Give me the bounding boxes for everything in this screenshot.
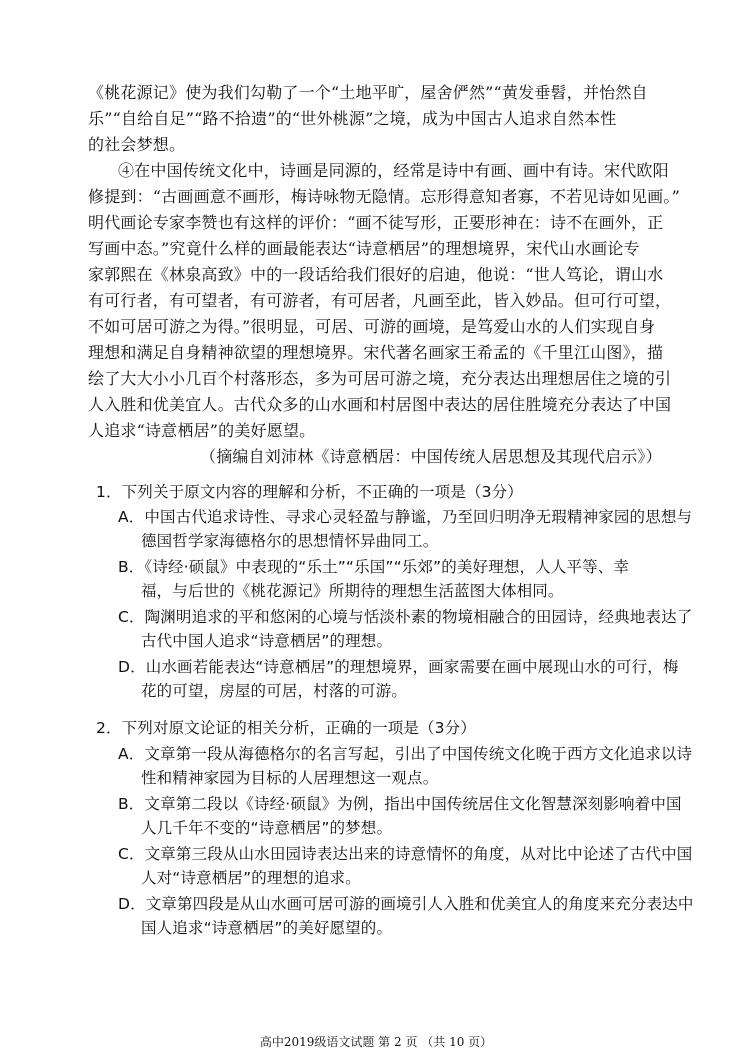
question-1-option-c-line-2: 古代中国人追求“诗意栖居”的理想。 [141, 632, 393, 650]
question-2-option-c-line-2: 人对“诗意栖居”的理想的追求。 [141, 869, 361, 887]
question-2-option-d-line-2: 国人追求“诗意栖居”的美好愿望的。 [141, 919, 393, 937]
paragraph-4-line-4: 写画中态。”究竟什么样的画最能表达“诗意栖居”的理想境界，宋代山水画论专 [88, 239, 640, 258]
page-footer: 高中2019级语文试题 第 2 页 （共 10 页） [259, 1035, 493, 1049]
question-1-option-a-line-2: 德国哲学家海德格尔的思想情怀异曲同工。 [141, 532, 439, 550]
question-2-option-c-line-1: C．文章第三段从山水田园诗表达出来的诗意情怀的角度，从对比中论述了古代中国 [118, 845, 693, 863]
question-1-option-d-line-2: 花的可望，房屋的可居，村落的可游。 [141, 682, 408, 700]
question-2-option-a-line-1: A．文章第一段从海德格尔的名言写起，引出了中国传统文化晚于西方文化追求以诗 [118, 745, 693, 763]
question-2-option-b-line-2: 人几千年不变的“诗意栖居”的梦想。 [141, 819, 393, 837]
question-1-option-d-line-1: D．山水画若能表达“诗意栖居”的理想境界，画家需要在画中展现山水的可行，梅 [118, 658, 679, 676]
question-1-option-a-line-1: A．中国古代追求诗性、寻求心灵轻盈与静谧，乃至回归明净无瑕精神家园的思想与 [118, 508, 693, 526]
question-1-option-b-line-2: 福，与后世的《桃花源记》所期待的理想生活蓝图大体相同。 [141, 582, 564, 600]
question-2-option-b-line-1: B．文章第二段以《诗经·硕鼠》为例，指出中国传统居住文化智慧深刻影响着中国 [118, 795, 682, 813]
paragraph-4-line-6: 有可行者，有可望者，有可游者，有可居者，凡画至此，皆入妙品。但可行可望， [88, 291, 672, 310]
paragraph-3-line-2: 乐”“自给自足”“路不拾遗”的“世外桃源”之境，成为中国古人追求自然本性 [88, 109, 617, 128]
question-1-option-c-line-1: C．陶渊明追求的平和悠闲的心境与恬淡朴素的物境相融合的田园诗，经典地表达了 [118, 608, 693, 626]
paragraph-3-line-1: 《桃花源记》使为我们勾勒了一个“土地平旷，屋舍俨然”“黄发垂髫，并怡然自 [88, 83, 648, 102]
paragraph-4-line-3: 明代画论专家李赞也有这样的评价：“画不徒写形，正要形神在：诗不在画外，正 [88, 213, 664, 232]
question-2-stem: 2．下列对原文论证的相关分析，正确的一项是（3分） [96, 719, 476, 737]
question-1-option-b-line-1: B．《诗经·硕鼠》中表现的“乐土”“乐国”“乐郊”的美好理想，人人平等、幸 [118, 558, 630, 576]
paragraph-3-line-3: 的社会梦想。 [88, 135, 186, 154]
paragraph-4-line-1: ④在中国传统文化中，诗画是同源的，经常是诗中有画、画中有诗。宋代欧阳 [118, 161, 669, 180]
question-2-option-a-line-2: 性和精神家园为目标的人居理想这一观点。 [141, 769, 439, 787]
paragraph-4-line-8: 理想和满足自身精神欲望的理想境界。宋代著名画家王希孟的《千里江山图》，描 [88, 343, 664, 362]
paragraph-4-line-10: 人入胜和优美宜人。古代众多的山水画和村居图中表达的居住胜境充分表达了中国 [88, 395, 672, 414]
paragraph-4-line-2: 修提到：“古画画意不画形，梅诗咏物无隐情。忘形得意知者寡，不若见诗如见画。” [88, 187, 680, 206]
source-citation: （摘编自刘沛林《诗意栖居：中国传统人居思想及其现代启示》） [200, 447, 662, 466]
paragraph-4-line-7: 不如可居可游之为得。”很明显，可居、可游的画境，是笃爱山水的人们实现自身 [88, 317, 656, 336]
question-1-stem: 1．下列关于原文内容的理解和分析，不正确的一项是（3分） [96, 483, 523, 501]
paragraph-4-line-9: 绘了大大小小几百个村落形态，多为可居可游之境，充分表达出理想居住之境的引 [88, 369, 672, 388]
question-2-option-d-line-1: D．文章第四段是从山水画可居可游的画境引人入胜和优美宜人的角度来充分表达中 [118, 895, 694, 913]
paragraph-4-line-11: 人追求“诗意栖居”的美好愿望。 [88, 421, 316, 440]
paragraph-4-line-5: 家郭熙在《林泉高致》中的一段话给我们很好的启迪，他说：“世人笃论，谓山水 [88, 265, 664, 284]
